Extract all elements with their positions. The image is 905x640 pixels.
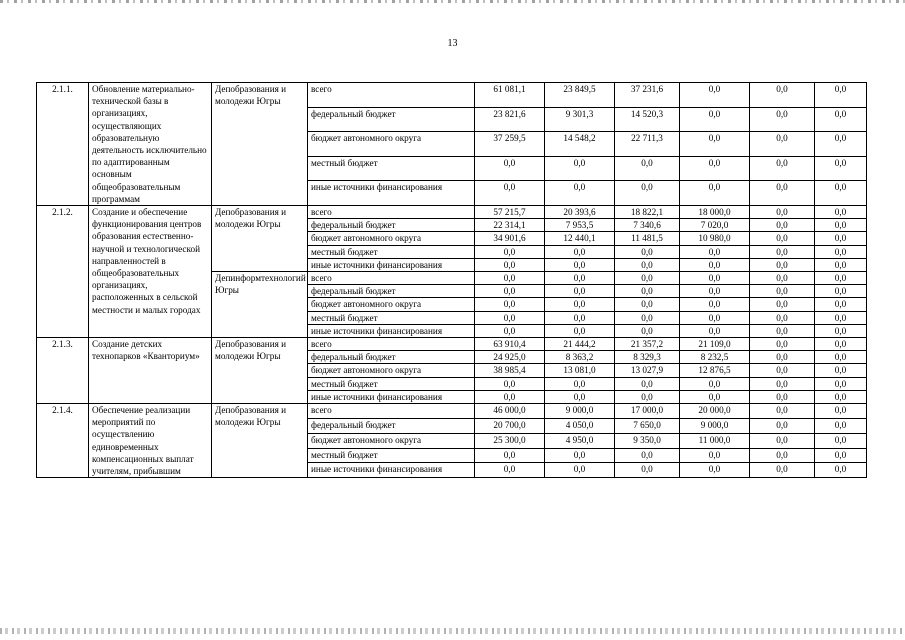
amount-cell: 8 329,3 bbox=[615, 351, 680, 364]
amount-cell: 10 980,0 bbox=[680, 232, 750, 245]
amount-cell: 0,0 bbox=[475, 377, 545, 390]
table-row bbox=[37, 83, 867, 108]
amount-cell: 0,0 bbox=[680, 245, 750, 258]
amount-cell: 18 000,0 bbox=[680, 206, 750, 219]
funding-source: иные источники финансирования bbox=[308, 324, 475, 337]
funding-source: местный бюджет bbox=[308, 311, 475, 324]
amount-cell: 0,0 bbox=[680, 298, 750, 311]
amount-cell: 0,0 bbox=[615, 324, 680, 337]
amount-cell: 0,0 bbox=[750, 272, 815, 285]
amount-cell: 17 000,0 bbox=[615, 404, 680, 419]
amount-cell: 0,0 bbox=[815, 245, 867, 258]
funding-source: бюджет автономного округа bbox=[308, 364, 475, 377]
amount-cell: 9 000,0 bbox=[680, 418, 750, 433]
amount-cell: 0,0 bbox=[815, 206, 867, 219]
amount-cell: 11 000,0 bbox=[680, 433, 750, 448]
row-number: 2.1.4. bbox=[37, 404, 89, 478]
amount-cell: 21 444,2 bbox=[545, 338, 615, 351]
amount-cell: 0,0 bbox=[475, 311, 545, 324]
amount-cell: 0,0 bbox=[615, 181, 680, 206]
amount-cell: 0,0 bbox=[615, 463, 680, 478]
amount-cell: 61 081,1 bbox=[475, 83, 545, 108]
amount-cell: 0,0 bbox=[615, 390, 680, 403]
amount-cell: 0,0 bbox=[750, 404, 815, 419]
amount-cell: 0,0 bbox=[545, 448, 615, 463]
funding-source: местный бюджет bbox=[308, 448, 475, 463]
amount-cell: 0,0 bbox=[545, 245, 615, 258]
row-number: 2.1.3. bbox=[37, 338, 89, 404]
funding-source: бюджет автономного округа bbox=[308, 132, 475, 157]
amount-cell: 0,0 bbox=[615, 448, 680, 463]
amount-cell: 21 109,0 bbox=[680, 338, 750, 351]
table-row bbox=[37, 206, 867, 219]
amount-cell: 23 821,6 bbox=[475, 107, 545, 132]
amount-cell: 0,0 bbox=[545, 463, 615, 478]
amount-cell: 0,0 bbox=[750, 463, 815, 478]
executor-name: Депобразования и молодежи Югры bbox=[212, 83, 308, 206]
amount-cell: 0,0 bbox=[545, 181, 615, 206]
executor-name: Депобразования и молодежи Югры bbox=[212, 206, 308, 272]
amount-cell: 0,0 bbox=[750, 245, 815, 258]
amount-cell: 25 300,0 bbox=[475, 433, 545, 448]
amount-cell: 0,0 bbox=[750, 107, 815, 132]
amount-cell: 7 340,6 bbox=[615, 219, 680, 232]
funding-source: местный бюджет bbox=[308, 377, 475, 390]
funding-source: иные источники финансирования bbox=[308, 463, 475, 478]
amount-cell: 0,0 bbox=[750, 206, 815, 219]
amount-cell: 20 393,6 bbox=[545, 206, 615, 219]
amount-cell: 0,0 bbox=[750, 132, 815, 157]
funding-source: федеральный бюджет bbox=[308, 107, 475, 132]
amount-cell: 0,0 bbox=[615, 285, 680, 298]
funding-table bbox=[36, 82, 867, 478]
amount-cell: 0,0 bbox=[680, 285, 750, 298]
funding-source: всего bbox=[308, 404, 475, 419]
amount-cell: 0,0 bbox=[750, 390, 815, 403]
amount-cell: 0,0 bbox=[680, 390, 750, 403]
amount-cell: 20 000,0 bbox=[680, 404, 750, 419]
funding-source: всего bbox=[308, 272, 475, 285]
amount-cell: 0,0 bbox=[615, 245, 680, 258]
amount-cell: 0,0 bbox=[815, 338, 867, 351]
amount-cell: 7 020,0 bbox=[680, 219, 750, 232]
amount-cell: 0,0 bbox=[545, 258, 615, 271]
amount-cell: 9 350,0 bbox=[615, 433, 680, 448]
amount-cell: 0,0 bbox=[750, 298, 815, 311]
funding-source: федеральный бюджет bbox=[308, 418, 475, 433]
amount-cell: 24 925,0 bbox=[475, 351, 545, 364]
amount-cell: 0,0 bbox=[815, 448, 867, 463]
executor-name: Депинформтехнологий Югры bbox=[212, 272, 308, 338]
amount-cell: 0,0 bbox=[615, 298, 680, 311]
amount-cell: 0,0 bbox=[815, 351, 867, 364]
amount-cell: 0,0 bbox=[750, 311, 815, 324]
amount-cell: 7 650,0 bbox=[615, 418, 680, 433]
amount-cell: 37 231,6 bbox=[615, 83, 680, 108]
amount-cell: 0,0 bbox=[680, 107, 750, 132]
amount-cell: 0,0 bbox=[750, 418, 815, 433]
amount-cell: 0,0 bbox=[815, 272, 867, 285]
amount-cell: 0,0 bbox=[750, 324, 815, 337]
funding-source: всего bbox=[308, 206, 475, 219]
amount-cell: 34 901,6 bbox=[475, 232, 545, 245]
amount-cell: 0,0 bbox=[545, 324, 615, 337]
amount-cell: 0,0 bbox=[475, 258, 545, 271]
amount-cell: 0,0 bbox=[615, 156, 680, 181]
amount-cell: 0,0 bbox=[750, 258, 815, 271]
amount-cell: 0,0 bbox=[815, 232, 867, 245]
amount-cell: 21 357,2 bbox=[615, 338, 680, 351]
amount-cell: 63 910,4 bbox=[475, 338, 545, 351]
amount-cell: 0,0 bbox=[475, 272, 545, 285]
amount-cell: 0,0 bbox=[545, 311, 615, 324]
amount-cell: 0,0 bbox=[680, 272, 750, 285]
funding-source: местный бюджет bbox=[308, 156, 475, 181]
amount-cell: 11 481,5 bbox=[615, 232, 680, 245]
amount-cell: 22 314,1 bbox=[475, 219, 545, 232]
amount-cell: 0,0 bbox=[815, 219, 867, 232]
funding-source: федеральный бюджет bbox=[308, 285, 475, 298]
funding-source: федеральный бюджет bbox=[308, 351, 475, 364]
amount-cell: 0,0 bbox=[815, 132, 867, 157]
executor-name: Депобразования и молодежи Югры bbox=[212, 404, 308, 478]
amount-cell: 0,0 bbox=[815, 404, 867, 419]
amount-cell: 18 822,1 bbox=[615, 206, 680, 219]
amount-cell: 0,0 bbox=[815, 377, 867, 390]
page-number: 13 bbox=[447, 38, 458, 49]
amount-cell: 0,0 bbox=[815, 181, 867, 206]
amount-cell: 0,0 bbox=[750, 351, 815, 364]
amount-cell: 22 711,3 bbox=[615, 132, 680, 157]
amount-cell: 0,0 bbox=[815, 364, 867, 377]
amount-cell: 0,0 bbox=[680, 132, 750, 157]
amount-cell: 14 548,2 bbox=[545, 132, 615, 157]
amount-cell: 38 985,4 bbox=[475, 364, 545, 377]
amount-cell: 13 027,9 bbox=[615, 364, 680, 377]
funding-source: бюджет автономного округа bbox=[308, 298, 475, 311]
amount-cell: 0,0 bbox=[475, 285, 545, 298]
amount-cell: 0,0 bbox=[815, 324, 867, 337]
amount-cell: 0,0 bbox=[750, 181, 815, 206]
amount-cell: 8 363,2 bbox=[545, 351, 615, 364]
amount-cell: 13 081,0 bbox=[545, 364, 615, 377]
amount-cell: 0,0 bbox=[545, 285, 615, 298]
amount-cell: 0,0 bbox=[750, 83, 815, 108]
amount-cell: 20 700,0 bbox=[475, 418, 545, 433]
amount-cell: 0,0 bbox=[815, 156, 867, 181]
amount-cell: 0,0 bbox=[475, 245, 545, 258]
amount-cell: 23 849,5 bbox=[545, 83, 615, 108]
amount-cell: 0,0 bbox=[750, 219, 815, 232]
amount-cell: 0,0 bbox=[475, 324, 545, 337]
amount-cell: 0,0 bbox=[680, 156, 750, 181]
amount-cell: 0,0 bbox=[815, 390, 867, 403]
funding-source: иные источники финансирования bbox=[308, 258, 475, 271]
amount-cell: 0,0 bbox=[750, 285, 815, 298]
row-number: 2.1.1. bbox=[37, 83, 89, 206]
amount-cell: 0,0 bbox=[815, 107, 867, 132]
amount-cell: 0,0 bbox=[680, 448, 750, 463]
activity-name: Создание и обеспечение функционирования центров образования естественно-научной и технологической направленностей в общеобразовательных организациях, расположенных в сельской местности и малых городах bbox=[89, 206, 212, 338]
funding-source: бюджет автономного округа bbox=[308, 232, 475, 245]
amount-cell: 0,0 bbox=[615, 258, 680, 271]
amount-cell: 37 259,5 bbox=[475, 132, 545, 157]
amount-cell: 4 050,0 bbox=[545, 418, 615, 433]
amount-cell: 0,0 bbox=[750, 338, 815, 351]
scan-edge-bottom bbox=[0, 628, 905, 634]
amount-cell: 0,0 bbox=[815, 433, 867, 448]
amount-cell: 12 440,1 bbox=[545, 232, 615, 245]
amount-cell: 46 000,0 bbox=[475, 404, 545, 419]
executor-name: Депобразования и молодежи Югры bbox=[212, 338, 308, 404]
amount-cell: 12 876,5 bbox=[680, 364, 750, 377]
amount-cell: 0,0 bbox=[680, 258, 750, 271]
amount-cell: 0,0 bbox=[750, 433, 815, 448]
amount-cell: 0,0 bbox=[475, 463, 545, 478]
amount-cell: 9 000,0 bbox=[545, 404, 615, 419]
amount-cell: 0,0 bbox=[815, 83, 867, 108]
row-number: 2.1.2. bbox=[37, 206, 89, 338]
amount-cell: 0,0 bbox=[750, 377, 815, 390]
amount-cell: 0,0 bbox=[680, 311, 750, 324]
amount-cell: 9 301,3 bbox=[545, 107, 615, 132]
table-row bbox=[37, 338, 867, 351]
activity-name: Обновление материально-технической базы в организациях, осуществляющих образовательную деятельность исключительно по адаптированным основным общеобразовательным программам bbox=[89, 83, 212, 206]
amount-cell: 0,0 bbox=[545, 390, 615, 403]
amount-cell: 0,0 bbox=[680, 181, 750, 206]
amount-cell: 0,0 bbox=[545, 377, 615, 390]
activity-name: Обеспечение реализации мероприятий по осуществлению единовременных компенсационных выплат учителям, прибывшим bbox=[89, 404, 212, 478]
activity-name: Создание детских технопарков «Кванториум» bbox=[89, 338, 212, 404]
amount-cell: 0,0 bbox=[680, 377, 750, 390]
amount-cell: 8 232,5 bbox=[680, 351, 750, 364]
table-row bbox=[37, 404, 867, 419]
amount-cell: 0,0 bbox=[750, 364, 815, 377]
funding-source: местный бюджет bbox=[308, 245, 475, 258]
amount-cell: 0,0 bbox=[615, 377, 680, 390]
amount-cell: 0,0 bbox=[815, 285, 867, 298]
amount-cell: 0,0 bbox=[545, 156, 615, 181]
amount-cell: 0,0 bbox=[750, 448, 815, 463]
amount-cell: 7 953,5 bbox=[545, 219, 615, 232]
funding-source: иные источники финансирования bbox=[308, 181, 475, 206]
funding-source: бюджет автономного округа bbox=[308, 433, 475, 448]
amount-cell: 0,0 bbox=[615, 311, 680, 324]
amount-cell: 0,0 bbox=[475, 448, 545, 463]
amount-cell: 0,0 bbox=[475, 390, 545, 403]
funding-source: всего bbox=[308, 83, 475, 108]
amount-cell: 0,0 bbox=[545, 298, 615, 311]
amount-cell: 0,0 bbox=[475, 156, 545, 181]
funding-source: всего bbox=[308, 338, 475, 351]
amount-cell: 57 215,7 bbox=[475, 206, 545, 219]
amount-cell: 0,0 bbox=[680, 463, 750, 478]
amount-cell: 0,0 bbox=[815, 298, 867, 311]
funding-source: федеральный бюджет bbox=[308, 219, 475, 232]
amount-cell: 0,0 bbox=[815, 258, 867, 271]
amount-cell: 0,0 bbox=[545, 272, 615, 285]
amount-cell: 14 520,3 bbox=[615, 107, 680, 132]
amount-cell: 0,0 bbox=[615, 272, 680, 285]
amount-cell: 0,0 bbox=[475, 298, 545, 311]
amount-cell: 0,0 bbox=[750, 232, 815, 245]
amount-cell: 0,0 bbox=[815, 418, 867, 433]
amount-cell: 4 950,0 bbox=[545, 433, 615, 448]
scan-edge-top bbox=[0, 0, 905, 3]
amount-cell: 0,0 bbox=[815, 463, 867, 478]
amount-cell: 0,0 bbox=[680, 83, 750, 108]
funding-source: иные источники финансирования bbox=[308, 390, 475, 403]
table-body bbox=[37, 83, 867, 478]
amount-cell: 0,0 bbox=[475, 181, 545, 206]
amount-cell: 0,0 bbox=[680, 324, 750, 337]
amount-cell: 0,0 bbox=[750, 156, 815, 181]
amount-cell: 0,0 bbox=[815, 311, 867, 324]
